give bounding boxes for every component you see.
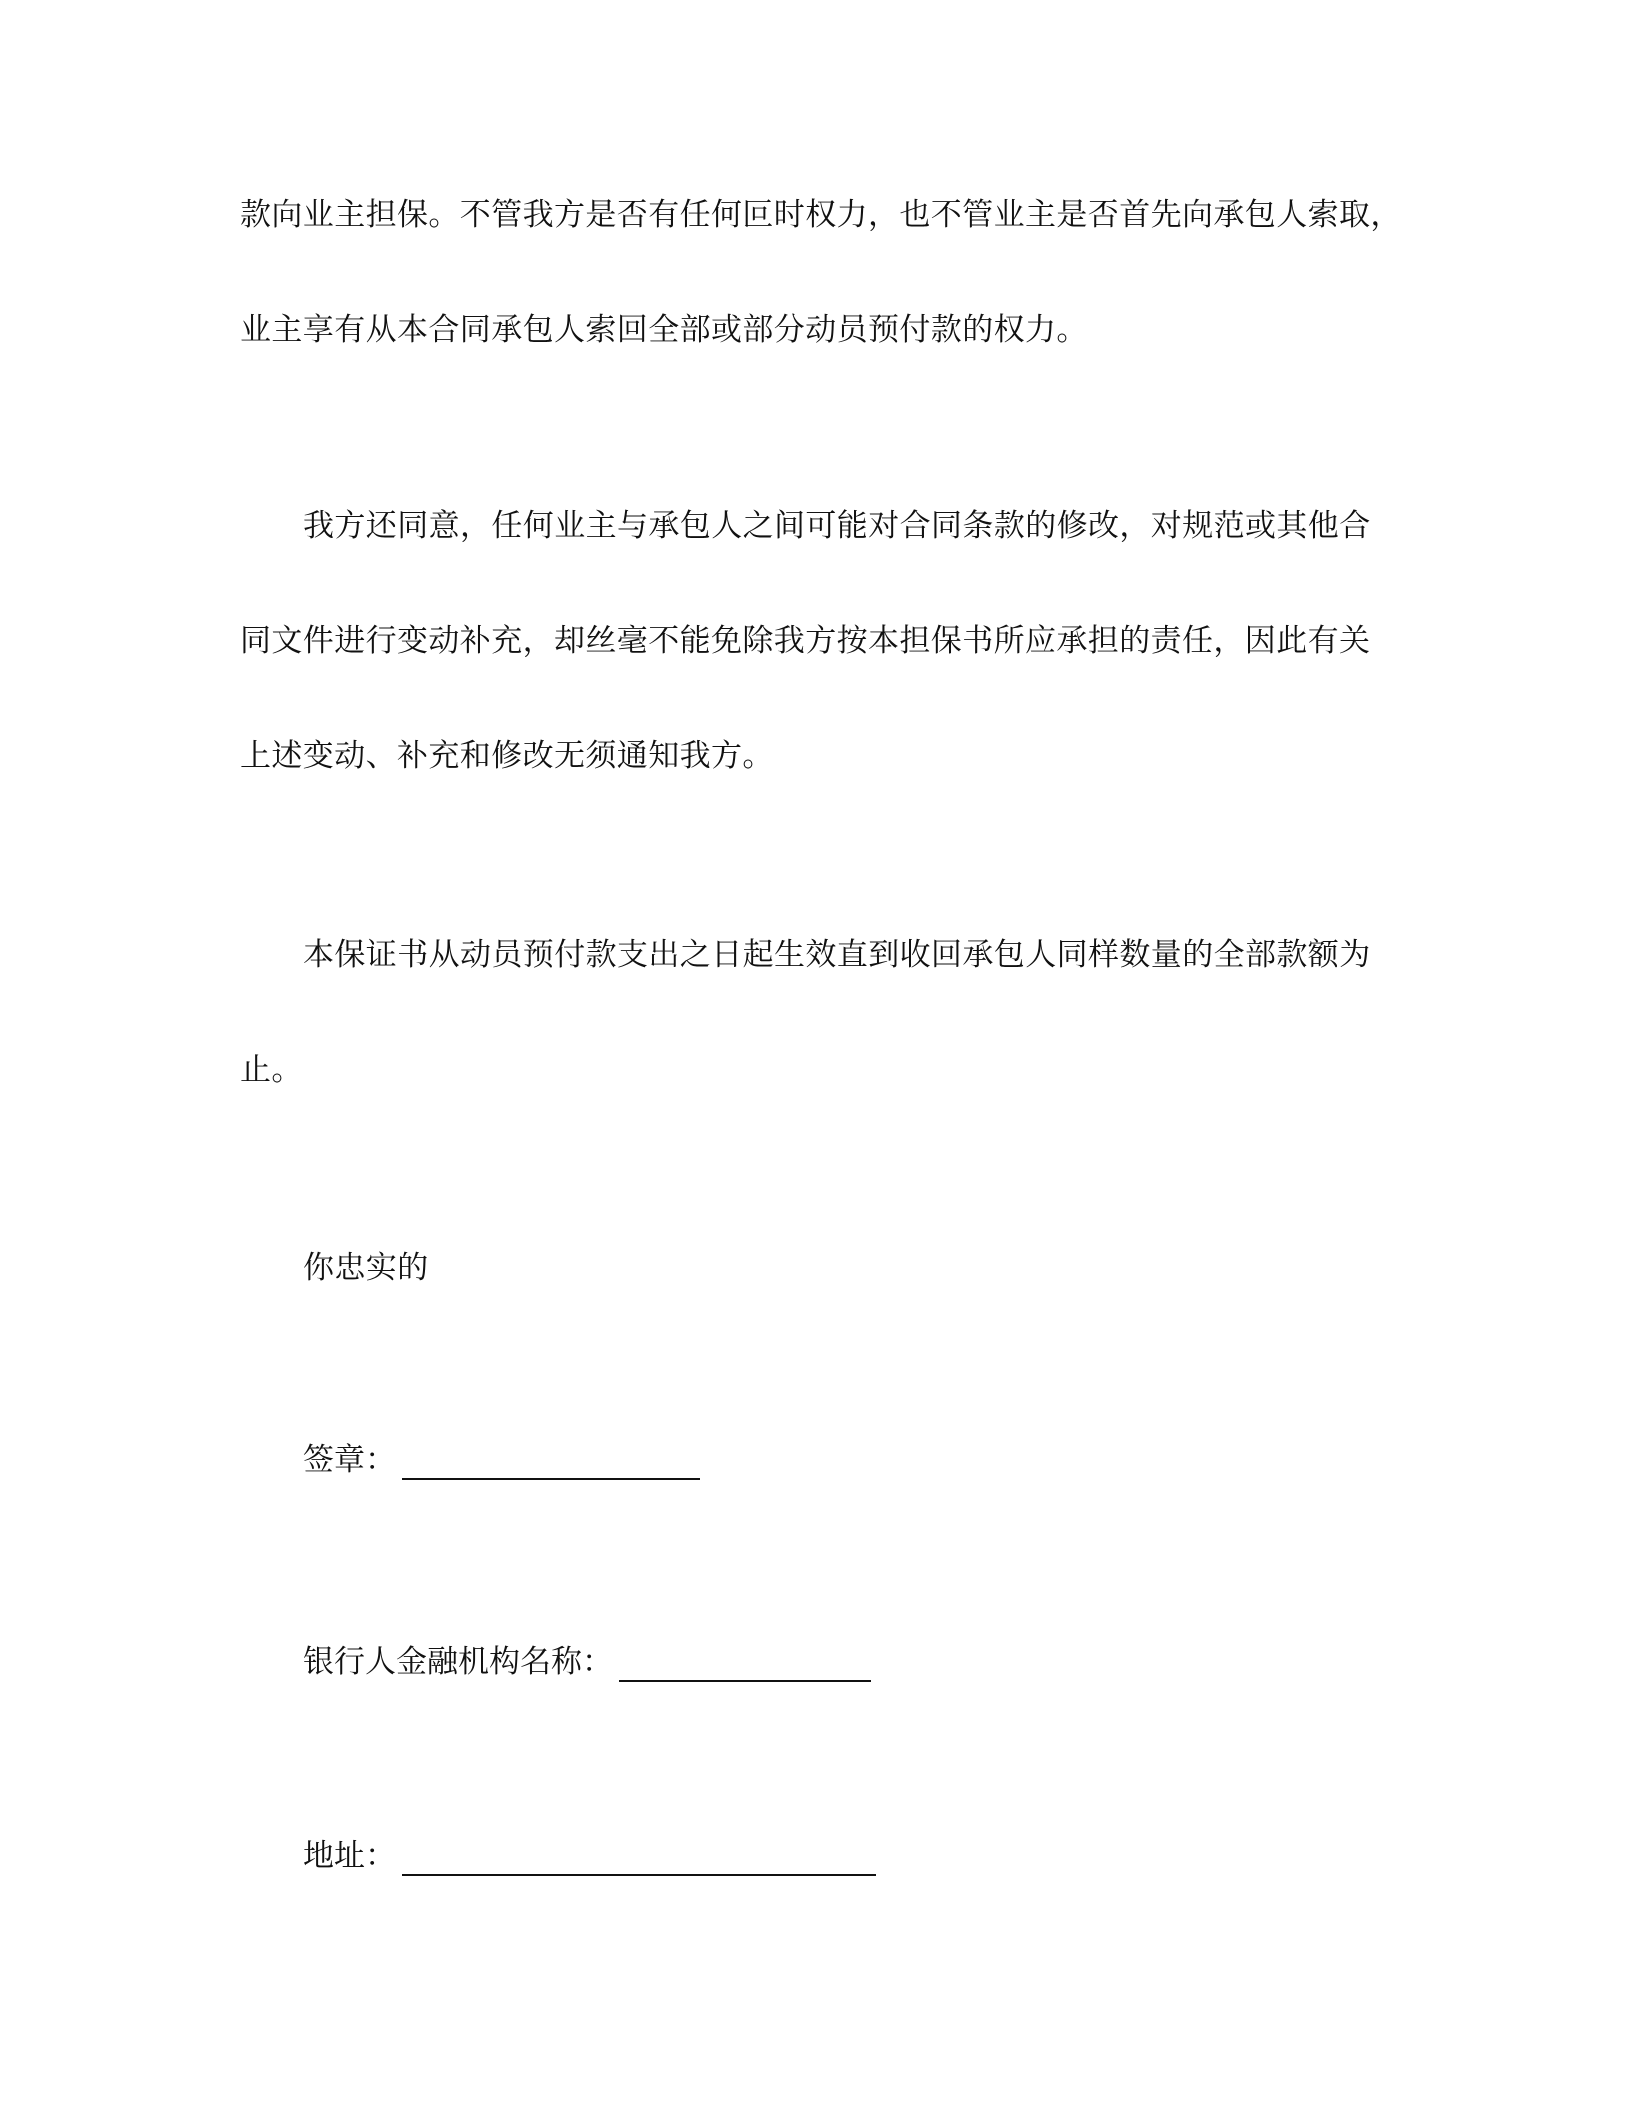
signature-label: 签章： [303,1442,396,1478]
signature-blank-line[interactable] [402,1444,700,1480]
bank-name-field [303,1642,871,1682]
bank-name-label: 银行人金融机构名称： [303,1644,613,1680]
paragraph-2-line-2: 同文件进行变动补充，却丝毫不能免除我方按本担保书所应承担的责任，因此有关 [240,623,1371,659]
paragraph-3-line-2: 止。 [240,1052,303,1088]
closing-text: 你忠实的 [303,1250,429,1286]
bank-name-blank-line[interactable] [619,1646,871,1682]
address-label: 地址： [303,1838,396,1874]
paragraph-1-line-2: 业主享有从本合同承包人索回全部或部分动员预付款的权力。 [240,312,1088,348]
paragraph-1-line-1: 款向业主担保。不管我方是否有任何叵时权力，也不管业主是否首先向承包人索取， [240,197,1402,233]
address-blank-line[interactable] [402,1840,876,1876]
paragraph-2-line-1: 我方还同意，任何业主与承包人之间可能对合同条款的修改，对规范或其他合 [303,508,1371,544]
address-field [303,1836,876,1876]
paragraph-2-line-3: 上述变动、补充和修改无须通知我方。 [240,738,774,774]
paragraph-3-line-1: 本保证书从动员预付款支出之日起生效直到收回承包人同样数量的全部款额为 [303,937,1371,973]
signature-field [303,1440,700,1480]
